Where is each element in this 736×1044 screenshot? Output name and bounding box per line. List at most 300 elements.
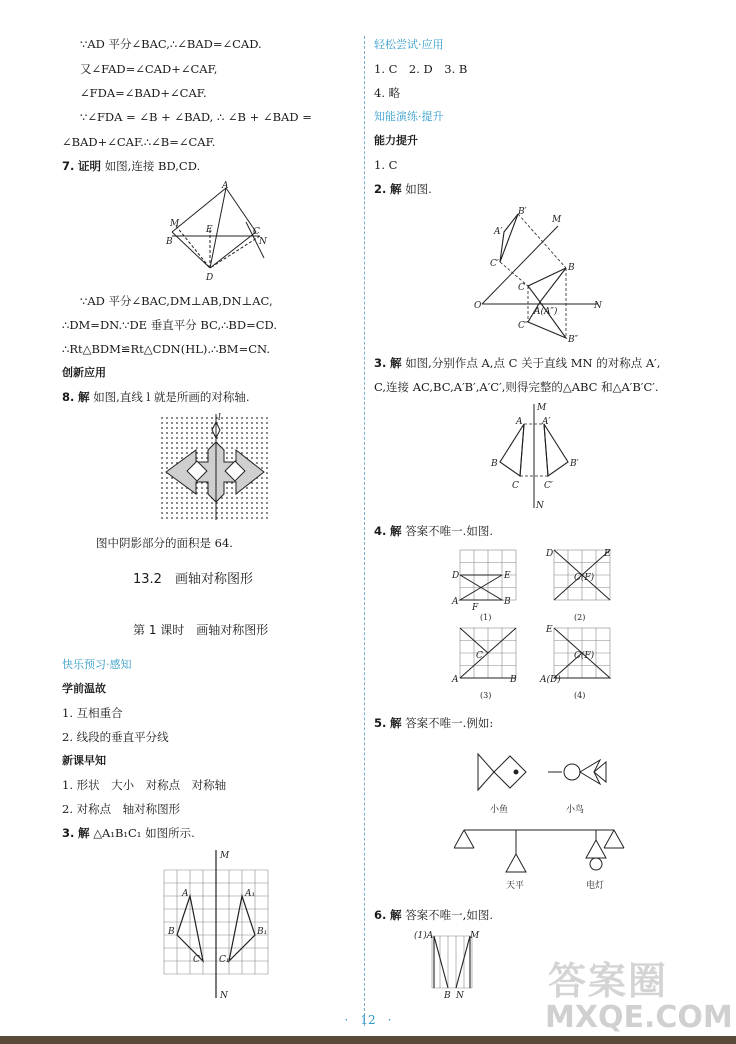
figr2-label-b: B — [568, 263, 575, 273]
grid-dot — [261, 427, 263, 429]
grid-dot — [241, 422, 243, 424]
grid-dot — [161, 467, 163, 469]
grid-dot — [236, 512, 238, 514]
section-heading: 13.2 画轴对称图形 — [133, 572, 253, 587]
grid-dot — [191, 422, 193, 424]
grid-dot — [251, 432, 253, 434]
fig7-label-d: D — [206, 273, 214, 283]
grid-dot — [231, 487, 233, 489]
grid-dot — [161, 427, 163, 429]
grid-dot — [166, 502, 168, 504]
grid-dot — [251, 497, 253, 499]
grid-dot — [161, 422, 163, 424]
grid-dot — [161, 447, 163, 449]
grid-dot — [226, 432, 228, 434]
grid-dot — [201, 502, 203, 504]
grid-dot — [266, 417, 268, 419]
grid-dot — [166, 437, 168, 439]
question-number: 6. — [374, 908, 387, 922]
grid-dot — [171, 497, 173, 499]
question-text: 如图. — [405, 182, 432, 196]
grid-dot — [231, 427, 233, 429]
figr5-caption-balance: 天平 — [506, 881, 525, 891]
figr2-label-b2: B″ — [568, 335, 578, 344]
grid-dot — [171, 447, 173, 449]
grid-dot — [206, 507, 208, 509]
grid-dot — [176, 517, 178, 519]
grid-dot — [196, 422, 198, 424]
grid-dot — [201, 452, 203, 454]
grid-dot — [191, 437, 193, 439]
answer-keyword: 解 — [78, 826, 90, 840]
grid-dot — [181, 417, 183, 419]
figure-7-diagram — [160, 180, 280, 290]
grid-dot — [226, 492, 228, 494]
grid-dot — [186, 492, 188, 494]
grid-dot — [251, 487, 253, 489]
grid-dot — [231, 432, 233, 434]
grid-dot — [261, 437, 263, 439]
figr3-label-n: N — [536, 501, 544, 511]
figure-r6-grid — [410, 928, 490, 1000]
grid-dot — [231, 507, 233, 509]
grid-dot — [261, 417, 263, 419]
grid-dot — [261, 422, 263, 424]
grid-dot — [201, 432, 203, 434]
lesson-heading: 第 1 课时 画轴对称图形 — [133, 623, 269, 637]
question-text: 答案不唯一,如图. — [405, 908, 493, 922]
grid-dot — [241, 427, 243, 429]
figr2-label-a: A(A″) — [534, 307, 558, 317]
figure-r4-grids — [450, 546, 620, 706]
grid-dot — [176, 492, 178, 494]
grid-dot — [196, 427, 198, 429]
fig7-label-c: C — [253, 227, 260, 237]
figr4-label-b1: B — [504, 597, 511, 607]
answer-keyword: 解 — [78, 390, 90, 404]
figr3-label-a: A — [516, 417, 523, 427]
grid-dot — [186, 442, 188, 444]
grid-dot — [181, 422, 183, 424]
grid-dot — [206, 512, 208, 514]
question-number: 8. — [62, 390, 75, 404]
question-text: 如图,直线 l 就是所画的对称轴. — [93, 390, 250, 404]
grid-dot — [226, 497, 228, 499]
grid-dot — [176, 507, 178, 509]
grid-dot — [176, 442, 178, 444]
grid-dot — [221, 512, 223, 514]
grid-dot — [186, 517, 188, 519]
grid-dot — [261, 462, 263, 464]
figure-r5-drawings — [454, 742, 634, 892]
grid-dot — [206, 422, 208, 424]
grid-dot — [181, 492, 183, 494]
figr4-label-e1: E — [504, 571, 511, 581]
grid-dot — [206, 447, 208, 449]
grid-dot — [201, 492, 203, 494]
question-text: 如图,连接 BD,CD. — [104, 159, 201, 173]
grid-dot — [196, 507, 198, 509]
grid-dot — [266, 447, 268, 449]
grid-dot — [196, 512, 198, 514]
grid-dot — [226, 417, 228, 419]
grid-dot — [196, 497, 198, 499]
grid-dot — [226, 512, 228, 514]
fig8-label-l: l — [218, 413, 221, 423]
grid-dot — [161, 437, 163, 439]
grid-dot — [251, 512, 253, 514]
grid-dot — [166, 452, 168, 454]
grid-dot — [181, 432, 183, 434]
figb3-label-c1: C₁ — [219, 955, 230, 965]
grid-dot — [201, 437, 203, 439]
grid-dot — [256, 427, 258, 429]
grid-dot — [171, 442, 173, 444]
grid-dot — [231, 517, 233, 519]
grid-dot — [241, 497, 243, 499]
grid-dot — [176, 512, 178, 514]
grid-dot — [211, 512, 213, 514]
grid-dot — [201, 457, 203, 459]
grid-dot — [261, 512, 263, 514]
grid-dot — [246, 512, 248, 514]
figr4-caption-3: (3) — [480, 691, 492, 700]
question-r6 — [374, 908, 493, 922]
grid-dot — [266, 462, 268, 464]
grid-dot — [256, 512, 258, 514]
grid-dot — [181, 447, 183, 449]
bottom-bar — [0, 1036, 736, 1044]
grid-dot — [171, 487, 173, 489]
grid-dot — [191, 507, 193, 509]
grid-dot — [166, 462, 168, 464]
question-r5 — [374, 716, 493, 730]
grid-dot — [161, 442, 163, 444]
grid-dot — [261, 502, 263, 504]
grid-dot — [221, 442, 223, 444]
grid-dot — [246, 417, 248, 419]
grid-dot — [256, 517, 258, 519]
grid-dot — [231, 442, 233, 444]
figr6-label-n: N — [456, 991, 464, 1000]
question-text: 答案不唯一.例如: — [405, 716, 494, 730]
figr4-label-a3: A — [452, 675, 459, 685]
subheading-innovation: 创新应用 — [62, 366, 106, 379]
fig7-label-e: E — [206, 225, 213, 235]
grid-dot — [246, 497, 248, 499]
grid-dot — [226, 427, 228, 429]
figb3-label-m: M — [220, 851, 230, 861]
grid-dot — [261, 442, 263, 444]
grid-dot — [236, 497, 238, 499]
grid-dot — [261, 452, 263, 454]
grid-dot — [186, 452, 188, 454]
fig7-label-m: M — [170, 219, 180, 229]
grid-dot — [161, 457, 163, 459]
watermark-url: MXQE.COM — [545, 1000, 733, 1035]
question-number: 7. — [62, 159, 75, 173]
figr3-label-b-prime: B′ — [570, 459, 579, 469]
answer-b3 — [62, 826, 195, 840]
grid-dot — [161, 417, 163, 419]
grid-dot — [166, 497, 168, 499]
question-r2 — [374, 182, 432, 196]
grid-dot — [266, 457, 268, 459]
grid-dot — [256, 492, 258, 494]
grid-dot — [161, 482, 163, 484]
grid-dot — [231, 457, 233, 459]
grid-dot — [186, 427, 188, 429]
grid-dot — [251, 417, 253, 419]
grid-dot — [266, 497, 268, 499]
grid-dot — [261, 517, 263, 519]
proof-line-3: ∠FDA=∠BAD+∠CAF. — [80, 86, 207, 100]
grid-dot — [176, 487, 178, 489]
grid-dot — [266, 492, 268, 494]
grid-dot — [211, 422, 213, 424]
grid-dot — [226, 442, 228, 444]
grid-dot — [171, 417, 173, 419]
answer-keyword: 解 — [390, 908, 402, 922]
figr4-label-cf2: C(F) — [574, 573, 595, 583]
grid-dot — [171, 422, 173, 424]
figr6-label-m: M — [470, 931, 480, 941]
grid-dot — [186, 417, 188, 419]
grid-dot — [191, 442, 193, 444]
grid-dot — [236, 447, 238, 449]
grid-dot — [181, 502, 183, 504]
grid-dot — [166, 482, 168, 484]
question-text: △A₁B₁C₁ 如图所示. — [93, 826, 195, 840]
figb3-label-a: A — [182, 889, 189, 899]
grid-dot — [221, 422, 223, 424]
grid-dot — [241, 437, 243, 439]
question-7 — [62, 159, 200, 173]
grid-dot — [206, 502, 208, 504]
grid-dot — [266, 427, 268, 429]
grid-dot — [261, 507, 263, 509]
figr2-label-b-prime: B′ — [518, 207, 527, 217]
grid-dot — [226, 452, 228, 454]
grid-dot — [201, 447, 203, 449]
grid-dot — [266, 442, 268, 444]
grid-dot — [206, 497, 208, 499]
grid-dot — [171, 502, 173, 504]
figb3-label-b1: B₁ — [257, 927, 268, 937]
grid-dot — [226, 437, 228, 439]
grid-dot — [196, 447, 198, 449]
grid-dot — [261, 482, 263, 484]
answer-a1: 1. 互相重合 — [62, 706, 123, 720]
answer-keyword: 解 — [390, 182, 402, 196]
grid-dot — [166, 447, 168, 449]
grid-dot — [266, 517, 268, 519]
grid-dot — [261, 477, 263, 479]
grid-dot — [191, 427, 193, 429]
grid-dot — [251, 452, 253, 454]
answer-a2: 2. 线段的垂直平分线 — [62, 730, 169, 744]
figr4-label-b3: B — [510, 675, 517, 685]
figr4-label-a1: A — [452, 597, 459, 607]
grid-dot — [251, 437, 253, 439]
grid-dot — [256, 462, 258, 464]
grid-dot — [176, 422, 178, 424]
grid-dot — [231, 512, 233, 514]
grid-dot — [266, 467, 268, 469]
figure-r3-diagram — [486, 400, 586, 512]
grid-dot — [171, 432, 173, 434]
grid-dot — [201, 497, 203, 499]
grid-dot — [241, 507, 243, 509]
grid-dot — [166, 517, 168, 519]
fig7-label-n: N — [259, 237, 267, 247]
grid-dot — [181, 427, 183, 429]
grid-dot — [206, 442, 208, 444]
grid-dot — [201, 427, 203, 429]
grid-dot — [186, 502, 188, 504]
figr2-label-m: M — [552, 215, 562, 225]
grid-dot — [251, 507, 253, 509]
grid-dot — [236, 507, 238, 509]
figr4-label-c3: C — [476, 651, 483, 661]
grid-dot — [171, 427, 173, 429]
figure-r2-diagram — [474, 204, 604, 344]
grid-dot — [196, 437, 198, 439]
grid-dot — [256, 447, 258, 449]
figr6-label-b: B — [444, 991, 451, 1000]
grid-dot — [266, 507, 268, 509]
question-number: 4. — [374, 524, 387, 538]
grid-dot — [191, 512, 193, 514]
question-number: 2. — [374, 182, 387, 196]
grid-dot — [221, 417, 223, 419]
figr2-label-a-prime: A′ — [494, 227, 503, 237]
grid-dot — [256, 482, 258, 484]
grid-dot — [191, 517, 193, 519]
grid-dot — [161, 452, 163, 454]
grid-dot — [241, 442, 243, 444]
grid-dot — [176, 427, 178, 429]
section-label-practice: 知能演练·提升 — [374, 110, 444, 123]
column-divider — [364, 36, 365, 1026]
grid-dot — [191, 492, 193, 494]
grid-dot — [161, 492, 163, 494]
grid-dot — [186, 437, 188, 439]
grid-dot — [221, 502, 223, 504]
grid-dot — [256, 442, 258, 444]
grid-dot — [261, 432, 263, 434]
subheading-new-lesson: 新课早知 — [62, 754, 106, 767]
grid-dot — [221, 432, 223, 434]
figb3-label-c: C — [193, 955, 200, 965]
question-text: 如图,分别作点 A,点 C 关于直线 MN 的对称点 A′, — [405, 356, 661, 370]
grid-dot — [171, 452, 173, 454]
grid-dot — [171, 437, 173, 439]
grid-dot — [236, 432, 238, 434]
grid-dot — [256, 497, 258, 499]
answer-b1: 1. 形状 大小 对称点 对称轴 — [62, 778, 227, 792]
grid-dot — [226, 502, 228, 504]
grid-dot — [256, 487, 258, 489]
grid-dot — [186, 447, 188, 449]
grid-dot — [241, 512, 243, 514]
grid-dot — [246, 487, 248, 489]
page-number: · 12 · — [344, 1013, 392, 1027]
grid-dot — [161, 472, 163, 474]
grid-dot — [246, 452, 248, 454]
grid-dot — [211, 437, 213, 439]
proof-line-7: ∴DM=DN.∵DE 垂直平分 BC,∴BD=CD. — [62, 318, 277, 332]
grid-dot — [251, 517, 253, 519]
answer-keyword: 解 — [390, 716, 402, 730]
grid-dot — [161, 507, 163, 509]
grid-dot — [171, 507, 173, 509]
grid-dot — [201, 417, 203, 419]
grid-dot — [231, 447, 233, 449]
grid-dot — [161, 432, 163, 434]
grid-dot — [246, 427, 248, 429]
grid-dot — [246, 437, 248, 439]
proof-keyword: 证明 — [78, 159, 102, 173]
grid-dot — [166, 487, 168, 489]
grid-dot — [251, 427, 253, 429]
grid-dot — [261, 497, 263, 499]
grid-dot — [176, 482, 178, 484]
figr4-label-e2: E — [604, 549, 611, 559]
grid-dot — [196, 417, 198, 419]
grid-dot — [201, 517, 203, 519]
subheading-review: 学前温故 — [62, 682, 106, 695]
figr2-label-c: C — [518, 283, 525, 293]
grid-dot — [246, 517, 248, 519]
figr4-label-d2: D — [546, 549, 554, 559]
grid-dot — [221, 427, 223, 429]
figr5-caption-lamp: 电灯 — [586, 881, 605, 891]
grid-dot — [241, 432, 243, 434]
grid-dot — [166, 507, 168, 509]
grid-dot — [176, 457, 178, 459]
grid-dot — [236, 417, 238, 419]
grid-dot — [186, 432, 188, 434]
grid-dot — [181, 517, 183, 519]
grid-dot — [231, 492, 233, 494]
figr4-caption-2: (2) — [574, 613, 586, 622]
grid-dot — [256, 437, 258, 439]
grid-dot — [181, 507, 183, 509]
grid-dot — [161, 477, 163, 479]
grid-dot — [166, 442, 168, 444]
grid-dot — [181, 452, 183, 454]
figr4-label-d1: D — [452, 571, 460, 581]
grid-dot — [226, 447, 228, 449]
proof-line-1: ∵AD 平分∠BAC,∴∠BAD=∠CAD. — [80, 37, 262, 51]
grid-dot — [251, 502, 253, 504]
figr2-label-n: N — [594, 301, 602, 311]
grid-dot — [241, 502, 243, 504]
grid-dot — [261, 492, 263, 494]
grid-dot — [191, 432, 193, 434]
proof-line-4: ∵∠FDA = ∠B + ∠BAD, ∴ ∠B + ∠BAD = — [80, 110, 312, 124]
grid-dot — [196, 432, 198, 434]
grid-dot — [226, 487, 228, 489]
figr4-caption-1: (1) — [480, 613, 492, 622]
grid-dot — [161, 517, 163, 519]
grid-dot — [236, 437, 238, 439]
grid-dot — [251, 457, 253, 459]
grid-dot — [261, 447, 263, 449]
grid-dot — [241, 517, 243, 519]
grid-dot — [171, 482, 173, 484]
